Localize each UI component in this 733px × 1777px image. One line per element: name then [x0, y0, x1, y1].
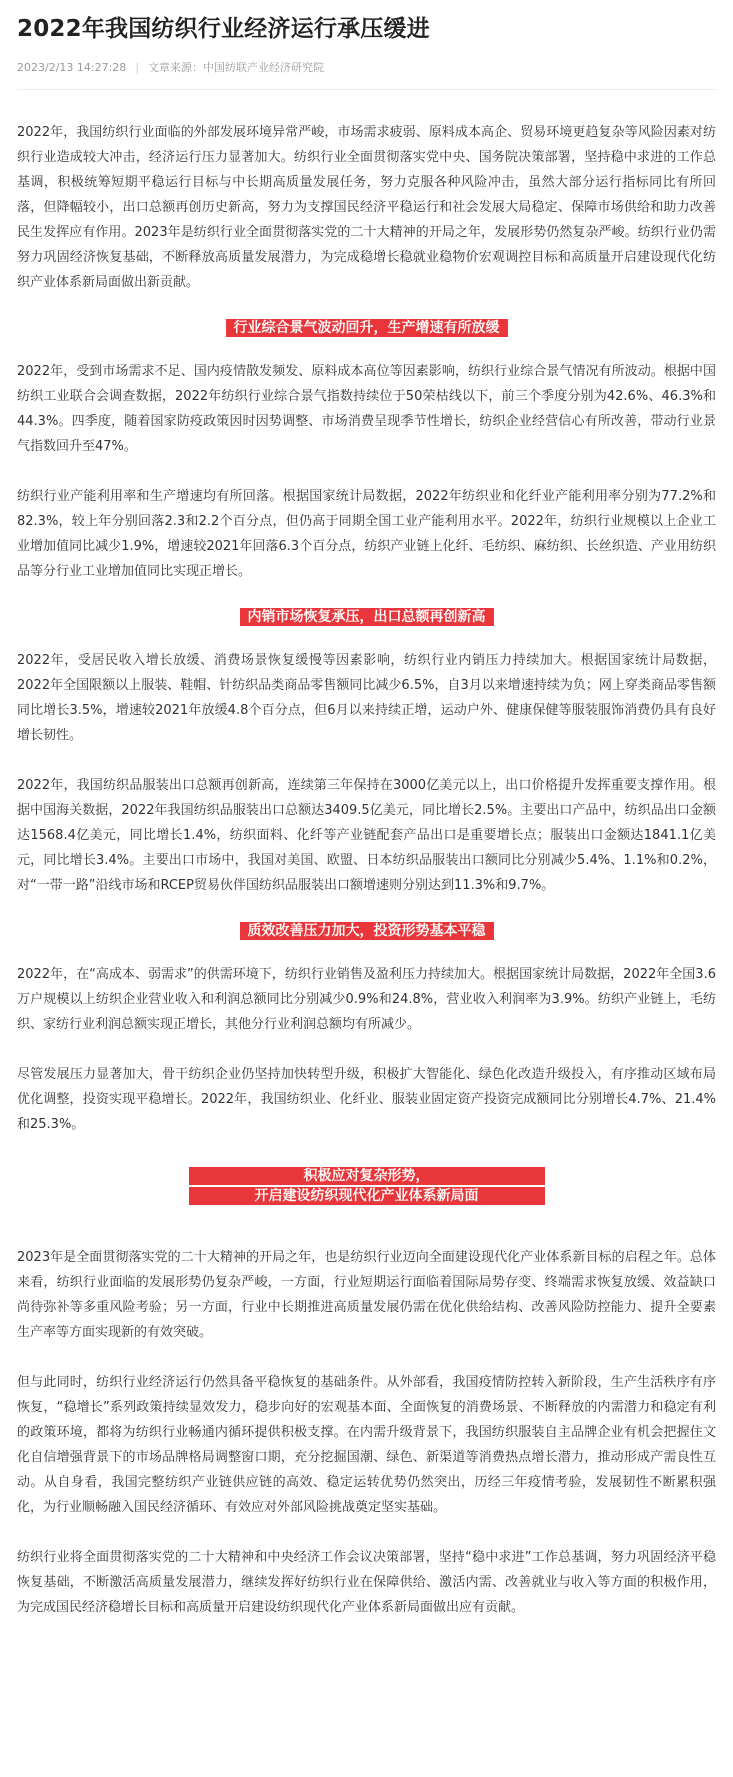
intro-paragraph: 2022年，我国纺织行业面临的外部发展环境异常严峻，市场需求疲弱、原料成本高企、贸易环境更趋复杂等风险因素对纺织行业造成较大冲击，经济运行压力显著加大。纺织行业全面贯彻落实党中央、国务院决策部署，坚持稳中求进的工作总基调，积极统筹短期平稳运行目标与中长期高质量发展任务，努力克服各种风险冲击，虽然大部分运行指标同比有所回落，但降幅较小，出口总额再创历史新高，努力为支撑国民经济平稳运行和社会发展大局稳定、保障市场供给和助力改善民生发挥应有作用。2023年是纺织行业全面贯彻落实党的二十大精神的开局之年，发展形势仍然复杂严峻。纺织行业仍需努力巩固经济恢复基础，不断释放高质量发展潜力，为完成稳增长稳就业稳物价宏观调控目标和高质量开启建设现代化纺织产业体系新局面做出新贡献。: [17, 125, 716, 290]
section-heading-text: 积极应对复杂形势，: [189, 1167, 545, 1185]
section-paragraph: 2022年，受到市场需求不足、国内疫情散发频发、原料成本高位等因素影响，纺织行业综合景气情况有所波动。根据中国纺织工业联合会调查数据，2022年纺织行业综合景气指数持续位于50荣枯线以下，前三个季度分别为42.6%、46.3%和44.3%。四季度，随着国家防疫政策因时因势调整、市场消费呈现季节性增长，纺织企业经营信心有所改善，带动行业景气指数回升至47%。: [17, 364, 716, 454]
section-heading-text: 内销市场恢复承压，出口总额再创新高: [240, 608, 494, 626]
section-paragraph: 尽管发展压力显著加大，骨干纺织企业仍坚持加快转型升级，积极扩大智能化、绿色化改造升级投入，有序推动区域布局优化调整，投资实现平稳增长。2022年，我国纺织业、化纤业、服装业固定资产投资完成额同比分别增长4.7%、21.4%和25.3%。: [17, 1067, 716, 1132]
section-heading-text: 开启建设纺织现代化产业体系新局面: [189, 1187, 545, 1205]
meta-divider: [17, 89, 716, 90]
section-heading-text: 行业综合景气波动回升，生产增速有所放缓: [226, 319, 508, 337]
section-paragraph: 纺织行业将全面贯彻落实党的二十大精神和中央经济工作会议决策部署，坚持“稳中求进”工作总基调，努力巩固经济平稳恢复基础，不断激活高质量发展潜力，继续发挥好纺织行业在保障供给、激活内需、改善就业与收入等方面的积极作用，为完成国民经济稳增长目标和高质量开启建设纺织现代化产业体系新局面做出应有贡献。: [17, 1550, 716, 1615]
article-title: 2022年我国纺织行业经济运行承压缓进: [17, 16, 430, 42]
meta-separator: |: [135, 61, 140, 74]
section-heading: [17, 606, 716, 626]
section-heading: [17, 920, 716, 940]
section-paragraph: 2022年，受居民收入增长放缓、消费场景恢复缓慢等因素影响，纺织行业内销压力持续加大。根据国家统计局数据，2022年全国限额以上服装、鞋帽、针纺织品类商品零售额同比减少6.5%，自3月以来增速持续为负；网上穿类商品零售额同比增长3.5%，增速较2021年放缓4.8个百分点，但6月以来持续正增，运动户外、健康保健等服装服饰消费仍具有良好增长韧性。: [17, 653, 716, 743]
section-paragraph: 2023年是全面贯彻落实党的二十大精神的开局之年，也是纺织行业迈向全面建设现代化产业体系新目标的启程之年。总体来看，纺织行业面临的发展形势仍复杂严峻，一方面，行业短期运行面临着国际局势存变、终端需求恢复放缓、效益缺口尚待弥补等多重风险考验；另一方面，行业中长期推进高质量发展仍需在优化供给结构、改善风险防控能力、提升全要素生产率等方面实现新的有效突破。: [17, 1250, 716, 1340]
article-meta: [17, 60, 716, 76]
section-heading: [17, 1167, 716, 1205]
article-source: 文章来源：中国纺联产业经济研究院: [148, 61, 325, 74]
section-heading-text: 质效改善压力加大，投资形势基本平稳: [240, 922, 494, 940]
section-heading: [17, 317, 716, 337]
section-paragraph: 2022年，在“高成本、弱需求”的供需环境下，纺织行业销售及盈利压力持续加大。根据国家统计局数据，2022年全国3.6万户规模以上纺织企业营业收入和利润总额同比分别减少0.9%和24.8%，营业收入利润率为3.9%。纺织产业链上，毛纺织、家纺行业利润总额实现正增长，其他分行业利润总额均有所减少。: [17, 967, 716, 1032]
section-paragraph: 但与此同时，纺织行业经济运行仍然具备平稳恢复的基础条件。从外部看，我国疫情防控转入新阶段，生产生活秩序有序恢复，“稳增长”系列政策持续显效发力，稳步向好的宏观基本面、全面恢复的消费场景、不断释放的内需潜力和稳定有利的政策环境，都将为纺织行业畅通内循环提供积极支撑。在内需升级背景下，我国纺织服装自主品牌企业有机会把握住文化自信增强背景下的市场品牌格局调整窗口期，充分挖掘国潮、绿色、新渠道等消费热点增长潜力，推动形成产需良性互动。从自身看，我国完整纺织产业链供应链的高效、稳定运转优势仍然突出，历经三年疫情考验，发展韧性不断累积强化，为行业顺畅融入国民经济循环、有效应对外部风险挑战奠定坚实基础。: [17, 1375, 716, 1515]
publish-date: 2023/2/13 14:27:28: [17, 61, 127, 74]
section-paragraph: 纺织行业产能利用率和生产增速均有所回落。根据国家统计局数据，2022年纺织业和化纤业产能利用率分别为77.2%和82.3%，较上年分别回落2.3和2.2个百分点，但仍高于同期全国工业产能利用水平。2022年，纺织行业规模以上企业工业增加值同比减少1.9%，增速较2021年回落6.3个百分点，纺织产业链上化纤、毛纺织、麻纺织、长丝织造、产业用纺织品等分行业工业增加值同比实现正增长。: [17, 489, 716, 579]
section-paragraph: 2022年，我国纺织品服装出口总额再创新高，连续第三年保持在3000亿美元以上，出口价格提升发挥重要支撑作用。根据中国海关数据，2022年我国纺织品服装出口总额达3409.5亿美元，同比增长2.5%。主要出口产品中，纺织品出口金额达1568.4亿美元，同比增长1.4%，纺织面料、化纤等产业链配套产品出口是重要增长点；服装出口金额达1841.1亿美元，同比增长3.4%。主要出口市场中，我国对美国、欧盟、日本纺织品服装出口额同比分别减少5.4%、1.1%和0.2%，对“一带一路”沿线市场和RCEP贸易伙伴国纺织品服装出口额增速则分别达到11.3%和9.7%。: [17, 778, 716, 893]
